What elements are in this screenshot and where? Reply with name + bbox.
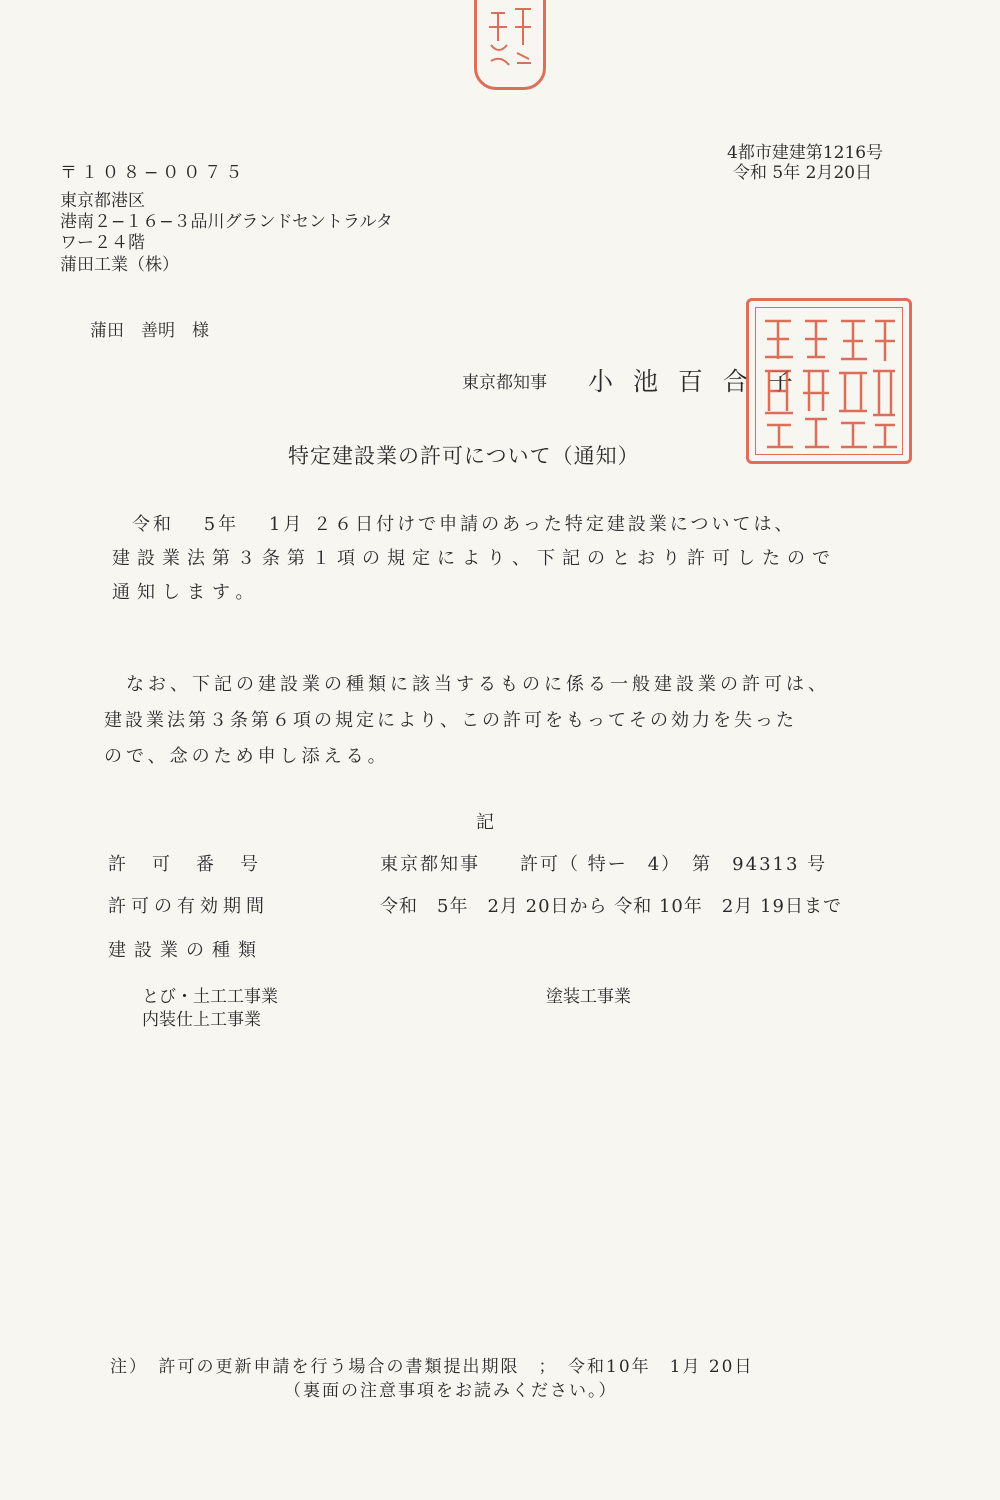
- construction-type-label: 建設業の種類: [108, 940, 264, 961]
- paragraph-1-line-1: 令和 5年 1月 ２６日付けで申請のあった特定建設業については、: [132, 514, 796, 535]
- record-heading: 記: [476, 812, 494, 833]
- paragraph-2-line-3: ので、念のため申し添える。: [104, 746, 390, 767]
- permit-number-value: 東京都知事 許可（ 特ー 4） 第 94313 号: [380, 854, 828, 875]
- document-date: 令和 5年 2月20日: [733, 163, 873, 183]
- validity-period-value: 令和 5年 2月 20日から 令和 10年 2月 19日まで: [380, 896, 842, 917]
- paragraph-1-line-2: 建設業法第３条第１項の規定により、下記のとおり許可したので: [112, 548, 837, 569]
- top-seal-glyphs: [477, 0, 543, 87]
- governor-official-seal: [746, 298, 912, 464]
- document-number: 4都市建建第1216号: [727, 143, 884, 163]
- subject-title: 特定建設業の許可について（通知）: [288, 444, 640, 468]
- business-type-tosou: 塗装工事業: [546, 987, 631, 1007]
- business-type-naiso: 内装仕上工事業: [142, 1010, 261, 1030]
- renewal-note-line-2: （裏面の注意事項をお読みください。）: [284, 1381, 618, 1401]
- recipient-person: 蒲田 善明 様: [90, 321, 209, 341]
- permit-number-label: 許 可 番 号: [108, 854, 262, 875]
- recipient-company: 蒲田工業（株）: [60, 255, 179, 275]
- address-line-3: ワー２４階: [60, 233, 145, 253]
- sender-name: 小 池 百 合 子: [588, 367, 799, 396]
- sender-title: 東京都知事: [462, 373, 547, 393]
- postal-code: 〒１０８−００７５: [60, 163, 247, 183]
- validity-period-label: 許可の有効期間: [108, 896, 269, 917]
- top-seal-stamp: [474, 0, 546, 90]
- renewal-note-line-1: 注） 許可の更新申請を行う場合の書類提出期限 ； 令和10年 1月 20日: [110, 1357, 754, 1377]
- seal-glyphs: [749, 301, 909, 461]
- address-line-1: 東京都港区: [60, 191, 145, 211]
- business-type-tobi-doko: とび・土工工事業: [142, 987, 278, 1007]
- paragraph-1-line-3: 通知します。: [112, 582, 261, 603]
- address-line-2: 港南２−１６−３品川グランドセントラルタ: [60, 212, 393, 232]
- paragraph-2-line-2: 建設業法第３条第６項の規定により、この許可をもってその効力を失った: [104, 710, 797, 731]
- paragraph-2-line-1: なお、下記の建設業の種類に該当するものに係る一般建設業の許可は、: [126, 674, 830, 695]
